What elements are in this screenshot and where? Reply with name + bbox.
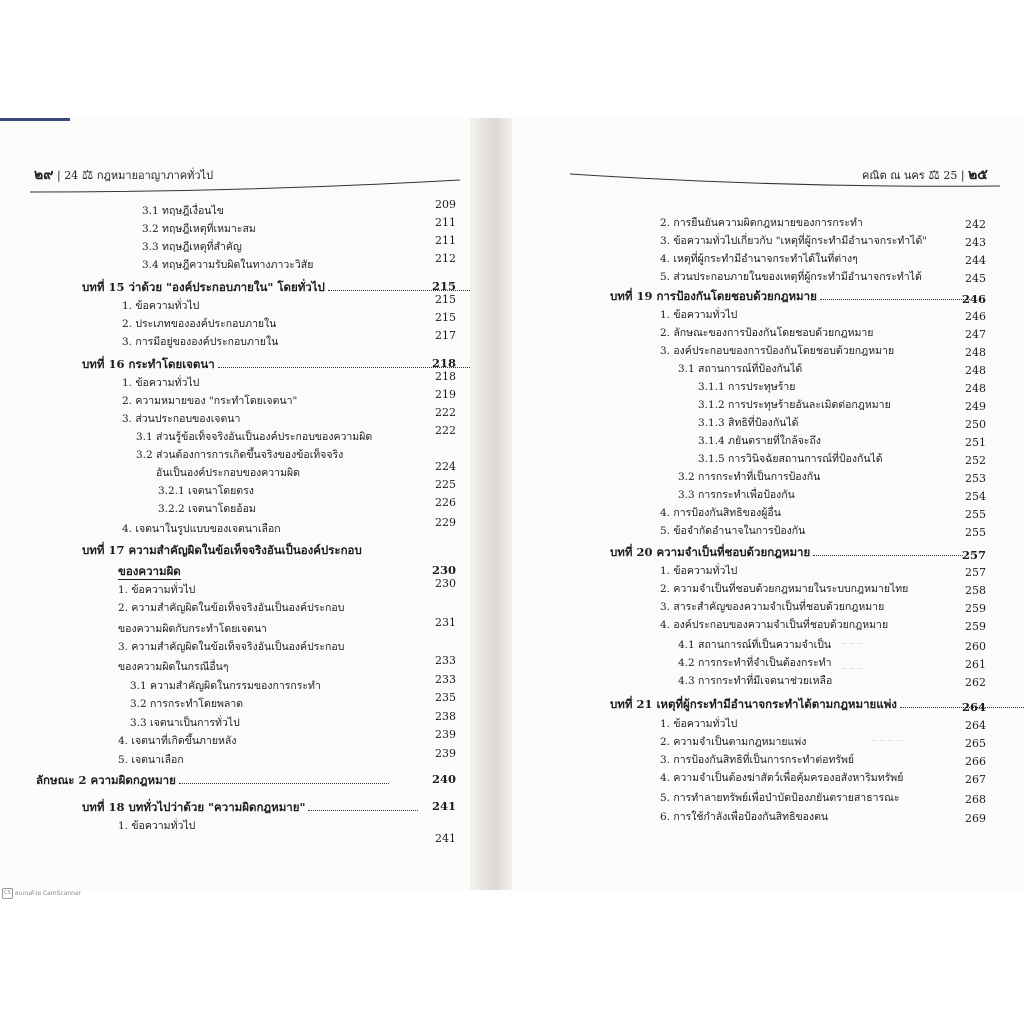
left-page-header: ๒๙ | 24 ⚖ กฎหมายอาญาภาคทั่วไป xyxy=(34,167,214,183)
toc-entry xyxy=(122,297,199,314)
toc-entry xyxy=(122,315,276,332)
toc-entry-label: 1. ข้อความทั่วไป xyxy=(118,584,196,596)
toc-entry-label: 3. ส่วนประกอบของเจตนา xyxy=(122,413,241,425)
toc-entry xyxy=(660,250,858,267)
toc-entry xyxy=(660,580,908,597)
toc-entry xyxy=(122,392,297,409)
toc-entry xyxy=(122,374,199,391)
toc-page-number: 217 xyxy=(435,329,456,342)
toc-page-number: 259 xyxy=(965,602,986,615)
toc-page-number: 264 xyxy=(965,719,986,732)
toc-page-number: 248 xyxy=(965,364,986,377)
header-rule xyxy=(30,178,460,198)
toc-entry-label: บทที่ 19 การป้องกันโดยชอบด้วยกฎหมาย xyxy=(610,289,817,303)
toc-entry-label: 4. ความจำเป็นต้องฆ่าสัตว์เพื่อคุ้มครองอสังหาริมทรัพย์ xyxy=(660,772,904,784)
toc-entry-label: 5. การทำลายทรัพย์เพื่อบำบัดป้องภยันตรายสาธารณะ xyxy=(660,792,900,804)
toc-entry xyxy=(678,654,832,671)
left-page xyxy=(0,118,478,890)
toc-entry-label: ลักษณะ 2 ความผิดกฎหมาย xyxy=(36,773,176,787)
toc-chapter-entry xyxy=(610,544,963,562)
toc-entry-label: 2. ประเภทขององค์ประกอบภายใน xyxy=(122,318,277,330)
toc-entry-label: 4. เจตนาที่เกิดขึ้นภายหลัง xyxy=(118,735,237,747)
toc-entry xyxy=(118,581,195,598)
toc-page-number: 211 xyxy=(435,216,456,229)
toc-entry xyxy=(660,324,873,341)
toc-entry xyxy=(118,732,236,749)
open-book xyxy=(0,118,1024,890)
scales-of-justice-icon: ⚖ xyxy=(81,168,94,183)
right-page: คณิต ณ นคร ⚖ 25 | ๒๕ 2. การยืนยันความผิดกฎหมายของการกระทำ 242 3. ข้อความทั่วไปเกี่ยวกับ "เหตุที่ผู้กระทำมีอำนาจกระทำได้" 243 4. เหตุที่ผู้กระทำมีอำนาจกระทำได้ในที่ต่างๆ 244 5. ส่วนประกอบภายในของเหตุที่ผู้กระทำมีอำนาจกระทำได้ 245 บทที่ 19 การป้องกันโดยชอบด้วยกฎหมาย 246 1. ข้อความทั่วไป 246 2. ลักษณะของการป้องกันโดยชอบด้วยกฎหมาย 247 3. องค์ประกอบของการป้องกันโดยชอบด้วยกฎหมาย 248 3.1 สถานการณ์ที่ป้องกันได้ 248 3.1.1 การประทุษร้าย 248 3.1.2 การประทุษร้ายอันละเมิดต่อกฎหมาย 249 3.1.3 สิทธิที่ป้องกันได้ 250 3.1.4 ภยันตรายที่ใกล้จะถึง 251 3.1.5 การวินิจฉัยสถานการณ์ที่ป้องกันได้ 252 3.2 การกระทำที่เป็นการป้องกัน 253 3.3 การกระทำเพื่อป้องกัน 254 4. การป้องกันสิทธิของผู้อื่น 255 5. ข้อจำกัดอำนาจในการป้องกัน 255 บทที่ 20 ความจำเป็นที่ชอบด้วยกฎหมาย 257 1. ข้อความทั่วไป 257 2. ความจำเป็นที่ชอบด้วยกฎหมายในระบบกฎหมายไทย 258 3. สาระสำคัญของความจำเป็นที่ชอบด้วยกฎหมาย 259 4. องค์ประกอบของความจำเป็นที่ชอบด้วยกฎหมาย 259 4.1 สถานการณ์ที่เป็นความจำเป็น 260 4.2 การกระทำที่จำเป็นต้องกระทำ 261 4.3 การกระทำที่มีเจตนาช่วยเหลือ 262 บทที่ 21 เหตุที่ผู้กระทำมีอำนาจกระทำได้ตามกฎหมายแพ่ง 264 1. ข้อความทั่วไป 264 2. ความจำเป็นตามกฎหมายแพ่ง 265 3. การป้องกันสิทธิที่เป็นการกระทำต่อทรัพย์ 266 4. ความจำเป็นต้องฆ่าสัตว์เพื่อคุ้มครองอสังหาริมทรัพย์ 267 5. การทำลายทรัพย์เพื่อบำบัดป้องภยันตรายสาธารณะ 268 6. การใช้กำลังเพื่อป้องกันสิทธิของตน 269 _ _ _ _ _ _ _ _ _ _ xyxy=(512,118,1024,890)
toc-entry xyxy=(660,268,922,285)
toc-entry-label: บทที่ 21 เหตุที่ผู้กระทำมีอำนาจกระทำได้ตามกฎหมายแพ่ง xyxy=(610,697,897,711)
toc-entry-label: 3.3 เจตนาเป็นการทั่วไป xyxy=(130,717,240,729)
toc-entry-label: 4. เหตุที่ผู้กระทำมีอำนาจกระทำได้ในที่ต่างๆ xyxy=(660,253,858,265)
toc-entry xyxy=(118,599,344,616)
toc-page-number: 225 xyxy=(435,478,456,491)
page-number: 24 xyxy=(64,169,79,182)
toc-entry-label: บทที่ 15 ว่าด้วย "องค์ประกอบภายใน" โดยทั่วไป xyxy=(82,280,325,294)
toc-page-number: 252 xyxy=(965,454,986,467)
toc-entry xyxy=(158,482,254,499)
toc-entry-label: 3. การป้องกันสิทธิที่เป็นการกระทำต่อทรัพย์ xyxy=(660,754,855,766)
toc-page-number: 250 xyxy=(965,418,986,431)
toc-entry xyxy=(158,500,256,517)
toc-entry-label: 2. ความจำเป็นที่ชอบด้วยกฎหมายในระบบกฎหมายไทย xyxy=(660,583,909,595)
toc-page-number: 251 xyxy=(965,436,986,449)
toc-entry xyxy=(660,789,900,806)
toc-entry xyxy=(118,638,344,655)
toc-page-number: 242 xyxy=(965,218,986,231)
toc-entry xyxy=(118,751,184,768)
toc-entry xyxy=(678,486,795,503)
toc-page-number: 218 xyxy=(431,356,456,370)
toc-entry xyxy=(660,504,781,521)
toc-entry xyxy=(660,733,806,750)
toc-page-number: 255 xyxy=(965,508,986,521)
book-gutter xyxy=(470,118,516,890)
toc-page-number: 254 xyxy=(965,490,986,503)
toc-entry-label: 2. ความจำเป็นตามกฎหมายแพ่ง xyxy=(660,736,807,748)
toc-chapter-entry xyxy=(118,563,181,581)
toc-entry-label: 3.2.1 เจตนาโดยตรง xyxy=(158,485,254,497)
toc-entry xyxy=(660,715,737,732)
toc-entry xyxy=(142,256,313,273)
toc-page-number: 247 xyxy=(965,328,986,341)
toc-entry-label: 5. ส่วนประกอบภายในของเหตุที่ผู้กระทำมีอำนาจกระทำได้ xyxy=(660,271,922,283)
toc-page-number: 244 xyxy=(965,254,986,267)
toc-page-number: 248 xyxy=(965,382,986,395)
toc-entry-label: อันเป็นองค์ประกอบของความผิด xyxy=(156,467,300,479)
toc-chapter-entry xyxy=(36,772,389,790)
toc-page-number: 246 xyxy=(961,292,986,306)
toc-chapter-entry xyxy=(82,542,362,560)
toc-entry xyxy=(118,620,267,637)
toc-entry-label: 3.3 ทฤษฎีเหตุที่สำคัญ xyxy=(142,241,242,253)
toc-page-number: 245 xyxy=(965,272,986,285)
author-name: คณิต ณ นคร xyxy=(862,169,925,182)
toc-entry-label: 3.2.2 เจตนาโดยอ้อม xyxy=(158,503,256,515)
toc-entry-label: 2. ความหมายของ "กระทำโดยเจตนา" xyxy=(122,395,298,407)
toc-entry-label: ของความผิดกับกระทำโดยเจตนา xyxy=(118,623,268,635)
toc-page-number: 259 xyxy=(965,620,986,633)
toc-page-number: 230 xyxy=(435,577,456,590)
toc-entry xyxy=(660,751,854,768)
toc-page-number: 211 xyxy=(435,234,456,247)
toc-page-number: 215 xyxy=(435,293,456,306)
toc-page-number: 241 xyxy=(435,832,456,845)
toc-page-number: 266 xyxy=(965,755,986,768)
toc-page-number: 257 xyxy=(961,548,986,562)
scanner-text: สแกนด้วย CamScanner xyxy=(14,890,82,897)
toc-entry-label: 4. องค์ประกอบของความจำเป็นที่ชอบด้วยกฎหมาย xyxy=(660,619,889,631)
toc-entry-label: 4. การป้องกันสิทธิของผู้อื่น xyxy=(660,507,781,519)
toc-entry xyxy=(136,428,372,445)
scales-of-justice-icon: ⚖ xyxy=(928,168,940,183)
toc-entry-label: บทที่ 20 ความจำเป็นที่ชอบด้วยกฎหมาย xyxy=(610,545,811,559)
right-page-header: คณิต ณ นคร ⚖ 25 | ๒๕ xyxy=(862,167,988,183)
toc-entry-label: 1. ข้อความทั่วไป xyxy=(122,377,200,389)
toc-page-number: 235 xyxy=(435,691,456,704)
toc-entry xyxy=(698,378,795,395)
toc-page-number: 222 xyxy=(435,424,456,437)
toc-page-number: 264 xyxy=(961,700,986,714)
toc-page-number: 248 xyxy=(965,346,986,359)
toc-page-number: 209 xyxy=(435,198,456,211)
toc-page-number: 218 xyxy=(435,370,456,383)
toc-entry-label: 3.2 การกระทำที่เป็นการป้องกัน xyxy=(678,471,821,483)
toc-entry-label: 3.1 สถานการณ์ที่ป้องกันได้ xyxy=(678,363,803,375)
toc-entry-label: 3.2 การกระทำโดยพลาด xyxy=(130,698,244,710)
toc-entry-label: 3.1.2 การประทุษร้ายอันละเมิดต่อกฎหมาย xyxy=(698,399,891,411)
toc-entry-label: 3.1.4 ภยันตรายที่ใกล้จะถึง xyxy=(698,435,821,447)
toc-entry-label: 3.1 ทฤษฎีเงื่อนไข xyxy=(142,205,224,217)
toc-entry-label: 3. ความสำคัญผิดในข้อเท็จจริงอันเป็นองค์ประกอบ xyxy=(118,641,345,653)
toc-entry-label: 3.1.1 การประทุษร้าย xyxy=(698,381,796,393)
toc-entry xyxy=(660,769,903,786)
toc-page-number: 239 xyxy=(435,728,456,741)
toc-entry-label: 3.1.3 สิทธิที่ป้องกันได้ xyxy=(698,417,799,429)
toc-entry xyxy=(678,360,802,377)
toc-entry xyxy=(122,333,278,350)
toc-page-number: 260 xyxy=(965,640,986,653)
toc-entry xyxy=(660,342,894,359)
toc-page-number: 253 xyxy=(965,472,986,485)
toc-page-number: 219 xyxy=(435,388,456,401)
toc-entry-label: 4.3 การกระทำที่มีเจตนาช่วยเหลือ xyxy=(678,675,833,687)
scanner-watermark xyxy=(2,888,81,899)
toc-entry-label: 4. เจตนาในรูปแบบของเจตนาเลือก xyxy=(122,523,281,535)
toc-page-number: 268 xyxy=(965,793,986,806)
toc-page-number: 231 xyxy=(435,616,456,629)
page-number: 25 xyxy=(943,169,958,182)
toc-entry xyxy=(118,817,195,834)
toc-page-number: 243 xyxy=(965,236,986,249)
toc-entry xyxy=(130,695,243,712)
toc-entry xyxy=(678,468,820,485)
toc-entry xyxy=(698,396,891,413)
toc-entry xyxy=(130,714,240,731)
toc-entry xyxy=(660,214,863,231)
toc-page-number: 267 xyxy=(965,773,986,786)
toc-entry-label: 4.1 สถานการณ์ที่เป็นความจำเป็น xyxy=(678,639,832,651)
toc-entry-label: ของความผิดในกรณีอื่นๆ xyxy=(118,661,229,673)
toc-page-number: 258 xyxy=(965,584,986,597)
toc-entry-label: 1. ข้อความทั่วไป xyxy=(118,820,196,832)
toc-entry-label: 3.1.5 การวินิจฉัยสถานการณ์ที่ป้องกันได้ xyxy=(698,453,883,465)
toc-entry xyxy=(142,220,256,237)
toc-entry xyxy=(698,450,883,467)
toc-entry-label: 1. ข้อความทั่วไป xyxy=(660,309,738,321)
toc-entry xyxy=(118,658,229,675)
toc-entry-label: 3. สาระสำคัญของความจำเป็นที่ชอบด้วยกฎหมาย xyxy=(660,601,885,613)
toc-entry-label: 4.2 การกระทำที่จำเป็นต้องกระทำ xyxy=(678,657,832,669)
toc-page-number: 215 xyxy=(435,311,456,324)
toc-page-number: 222 xyxy=(435,406,456,419)
toc-page-number: 233 xyxy=(435,654,456,667)
toc-entry-label: 3.1 ความสำคัญผิดในกรรมของการกระทำ xyxy=(130,680,321,692)
toc-entry-label: 3.1 ส่วนรู้ข้อเท็จจริงอันเป็นองค์ประกอบของความผิด xyxy=(136,431,373,443)
toc-page-number: 215 xyxy=(431,279,456,293)
toc-page-number: 224 xyxy=(435,460,456,473)
top-edge-line xyxy=(0,118,70,121)
toc-page-number: 255 xyxy=(965,526,986,539)
toc-entry xyxy=(698,432,821,449)
toc-entry-label: 3.2 ทฤษฎีเหตุที่เหมาะสม xyxy=(142,223,256,235)
toc-page-number: 212 xyxy=(435,252,456,265)
leader-dots xyxy=(813,555,963,556)
toc-entry xyxy=(122,520,281,537)
toc-entry xyxy=(660,306,737,323)
toc-entry xyxy=(136,446,343,463)
toc-entry-label: 1. ข้อความทั่วไป xyxy=(660,718,738,730)
toc-entry xyxy=(142,238,242,255)
toc-chapter-entry xyxy=(610,288,970,306)
toc-entry-label: 3.4 ทฤษฎีความรับผิดในทางภาวะวิสัย xyxy=(142,259,314,271)
toc-page-number: 233 xyxy=(435,673,456,686)
toc-entry xyxy=(156,464,300,481)
toc-page-number: 261 xyxy=(965,658,986,671)
toc-entry xyxy=(660,522,805,539)
toc-entry xyxy=(122,410,240,427)
toc-entry xyxy=(678,672,832,689)
header-rule xyxy=(570,172,1000,192)
toc-entry xyxy=(660,232,927,249)
leader-dots xyxy=(179,783,389,784)
toc-entry-label: บทที่ 16 กระทำโดยเจตนา xyxy=(82,357,215,371)
toc-entry-label: 5. ข้อจำกัดอำนาจในการป้องกัน xyxy=(660,525,806,537)
toc-page-number: 230 xyxy=(431,563,456,577)
toc-entry-label: 3. การมีอยู่ขององค์ประกอบภายใน xyxy=(122,336,279,348)
toc-page-number: 240 xyxy=(431,772,456,786)
toc-entry xyxy=(660,562,737,579)
toc-page-number: 226 xyxy=(435,496,456,509)
toc-entry-label: ของความผิด xyxy=(118,564,181,578)
toc-page-number: 249 xyxy=(965,400,986,413)
toc-entry-label: 3. องค์ประกอบของการป้องกันโดยชอบด้วยกฎหมาย xyxy=(660,345,895,357)
toc-page-number: 265 xyxy=(965,737,986,750)
toc-entry-label: 1. ข้อความทั่วไป xyxy=(122,300,200,312)
thai-page-number: ๒๕ xyxy=(968,167,988,183)
toc-entry xyxy=(130,677,321,694)
toc-entry-label: 2. ลักษณะของการป้องกันโดยชอบด้วยกฎหมาย xyxy=(660,327,874,339)
toc-entry xyxy=(142,202,224,219)
toc-page-number: 238 xyxy=(435,710,456,723)
toc-page-number: 257 xyxy=(965,566,986,579)
toc-entry-label: 1. ข้อความทั่วไป xyxy=(660,565,738,577)
toc-entry-label: 3. ข้อความทั่วไปเกี่ยวกับ "เหตุที่ผู้กระทำมีอำนาจกระทำได้" xyxy=(660,235,928,247)
leader-dots xyxy=(308,810,418,811)
toc-entry-label: บทที่ 18 บททั่วไปว่าด้วย "ความผิดกฎหมาย" xyxy=(82,800,306,814)
toc-entry xyxy=(660,598,884,615)
toc-entry-label: 5. เจตนาเลือก xyxy=(118,754,184,766)
toc-page-number: 246 xyxy=(965,310,986,323)
toc-entry-label: 6. การใช้กำลังเพื่อป้องกันสิทธิของตน xyxy=(660,811,829,823)
toc-chapter-entry xyxy=(82,799,418,817)
toc-entry xyxy=(660,616,888,633)
toc-entry-label: บทที่ 17 ความสำคัญผิดในข้อเท็จจริงอันเป็นองค์ประกอบ xyxy=(82,543,362,557)
toc-page-number: 262 xyxy=(965,676,986,689)
thai-page-number: ๒๙ xyxy=(34,167,54,183)
toc-entry-label: 3.2 ส่วนต้องการการเกิดขึ้นจริงของข้อเท็จจริง xyxy=(136,449,344,461)
toc-entry xyxy=(660,808,828,825)
toc-entry xyxy=(678,636,831,653)
book-title: กฎหมายอาญาภาคทั่วไป xyxy=(96,169,214,182)
toc-page-number: 239 xyxy=(435,747,456,760)
camscanner-logo-icon: CS xyxy=(2,888,13,899)
toc-page-number: 269 xyxy=(965,812,986,825)
toc-page-number: 229 xyxy=(435,516,456,529)
toc-entry xyxy=(698,414,798,431)
toc-entry-label: 2. การยืนยันความผิดกฎหมายของการกระทำ xyxy=(660,217,863,229)
toc-entry-label: 3.3 การกระทำเพื่อป้องกัน xyxy=(678,489,795,501)
toc-entry-label: 2. ความสำคัญผิดในข้อเท็จจริงอันเป็นองค์ประกอบ xyxy=(118,602,345,614)
toc-page-number: 241 xyxy=(431,799,456,813)
